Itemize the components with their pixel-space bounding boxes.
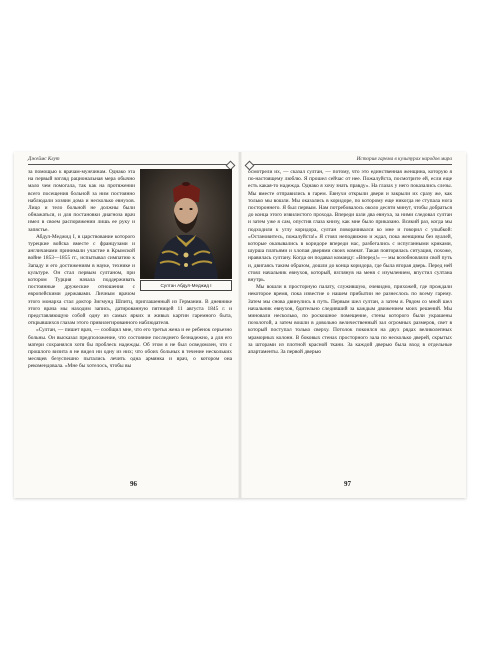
left-running-head: Джеймс Клут — [28, 156, 60, 162]
left-page-number: 96 — [130, 480, 137, 488]
right-paragraph-2: Мы вошли в просторную палату, служившую, очевидно, прихожей, где прождали некоторое время, пока известие о нашем прибытии не разнеслось по всему гарему. Затем мы снова двинулись в путь. Первым шел султан, а затем я. Рядом со мной шел начальник евнухов, бдительно следивший за каждым движением моих решений. Мы миновали несколько, по роскошное помещение, стены которого были украшены позолотой, а затем вошли в довольно величественный зал огромных размеров, свет в который поступал только сверху. Потолок покоился на двух рядах великолепных мраморных колонн. В боковых стенах просторного зала по несколько дверей, скрытых за шторами из плотной красной ткани. За каждой дверью была вход в отдельные апартаменты. За первой дверью — [248, 284, 452, 356]
left-header-rule — [28, 164, 234, 165]
left-page — [14, 152, 240, 498]
book-spread — [14, 152, 466, 498]
right-header-rule — [246, 164, 452, 165]
right-body-text — [248, 169, 452, 356]
sultan-portrait — [140, 169, 232, 291]
right-page-number: 97 — [344, 480, 351, 488]
left-paragraph-1: за помощью к врачам-мужчинам. Однако эта на первый взгляд рациональная мера обычно мало чем помогала, так как на протяжении всего посещения больной за ним постоянно наблюдали хозяин дома и несколько евнухов. Лицо и тело больной не должны были обнажаться, и для постановки диагноза врач имел в своем распоряжении лишь ее руку и запястье. — [28, 169, 135, 233]
left-paragraph-2: Абдул-Меджид I, в царствование которого турецкие войска вместе с французами и англичанами принимали участие в Крымской войне 1853—1855 гг., испытывал симпатию к Западу и его достижениям в науке, технике и культуре. Он стал первым султаном, при котором Турция начала поддерживать постоянные дружеские отношения с европейскими державами. Личным врачом этого монарха стал доктор Зигмунд Шпитц, приглашенный из Германии. В дневнике этого врача мы находим запись, датированную пятницей 11 августа 1845 г. и представляющую собой одну из самых ярких и живых картин гаремного быта, открывшихся глазам этого привилегированного наблюдателя. — [28, 233, 232, 327]
left-paragraph-3: «Султан, — пишет врач, — сообщил мне, что его третья жена и ее ребенок серьезно больны. Он высказал предположение, что состояние последнего безнадежно, а для его матери сохранялся хотя бы проблеск надежды. Об этом я не был осведомлен, что с прошлого визита я не видел ни одну из них; что обоих больных в течение нескольких месяцев безуспешно пытались лечить одна армянка и врач, о котором она рекомендовала. «Мне бы хотелось, чтобы вы — [28, 327, 232, 370]
left-body-text — [28, 169, 232, 371]
portrait-image — [140, 169, 232, 279]
right-paragraph-1: осмотрели их, — сказал султан, — потому, что это единственная женщина, которую я по-настоящему люблю. Я прошел сейчас от нее. Пожалуйста, посмотрите ей, если еще есть какая-то надежда. Однако я хочу знать правду». На глазах у него показались слезы. Мы вместе отправились в гарем. Евнухи открыли двери и закрыли их сразу же, как только мы вошли. Мы оказались в коридоре, по которому еще никогда не ступала нога постороннего. Я был первым. Нам потребовалось около десяти минут, чтобы добраться до конца этого извилистого прохода. Впереди шли два евнуха, за ними следовал султан и затем уже я сам, опустив глаза книзу, как мне было приказано. Всякий раз, когда мы подходили к углу коридора, султан поворачивался ко мне и говорил с улыбкой: «Остановитесь, пожалуйста!» Я стоял неподвижно и ждал, пока женщины без вуалей, которые оказывались в коридоре впереди нас, разбегались с испуганными криками, шурша платьями и хлопая дверями своих комнат. Такая повторялась ситуация, похоже, нравилась султану. Когда он подавал команду: «Вперед!» — мы возобновляли свой путь и, двигаясь таким образом, дошли до конца коридора, где была вторая дверь. Перед ней стоял начальник евнухов, который, взглянув на меня с изумлением, впустил султана внутрь. — [248, 169, 452, 284]
right-running-head: История гарема в культурах народов мира — [356, 156, 452, 162]
right-page — [240, 152, 466, 498]
portrait-caption: Султан Абдул-Меджид I — [140, 280, 232, 291]
